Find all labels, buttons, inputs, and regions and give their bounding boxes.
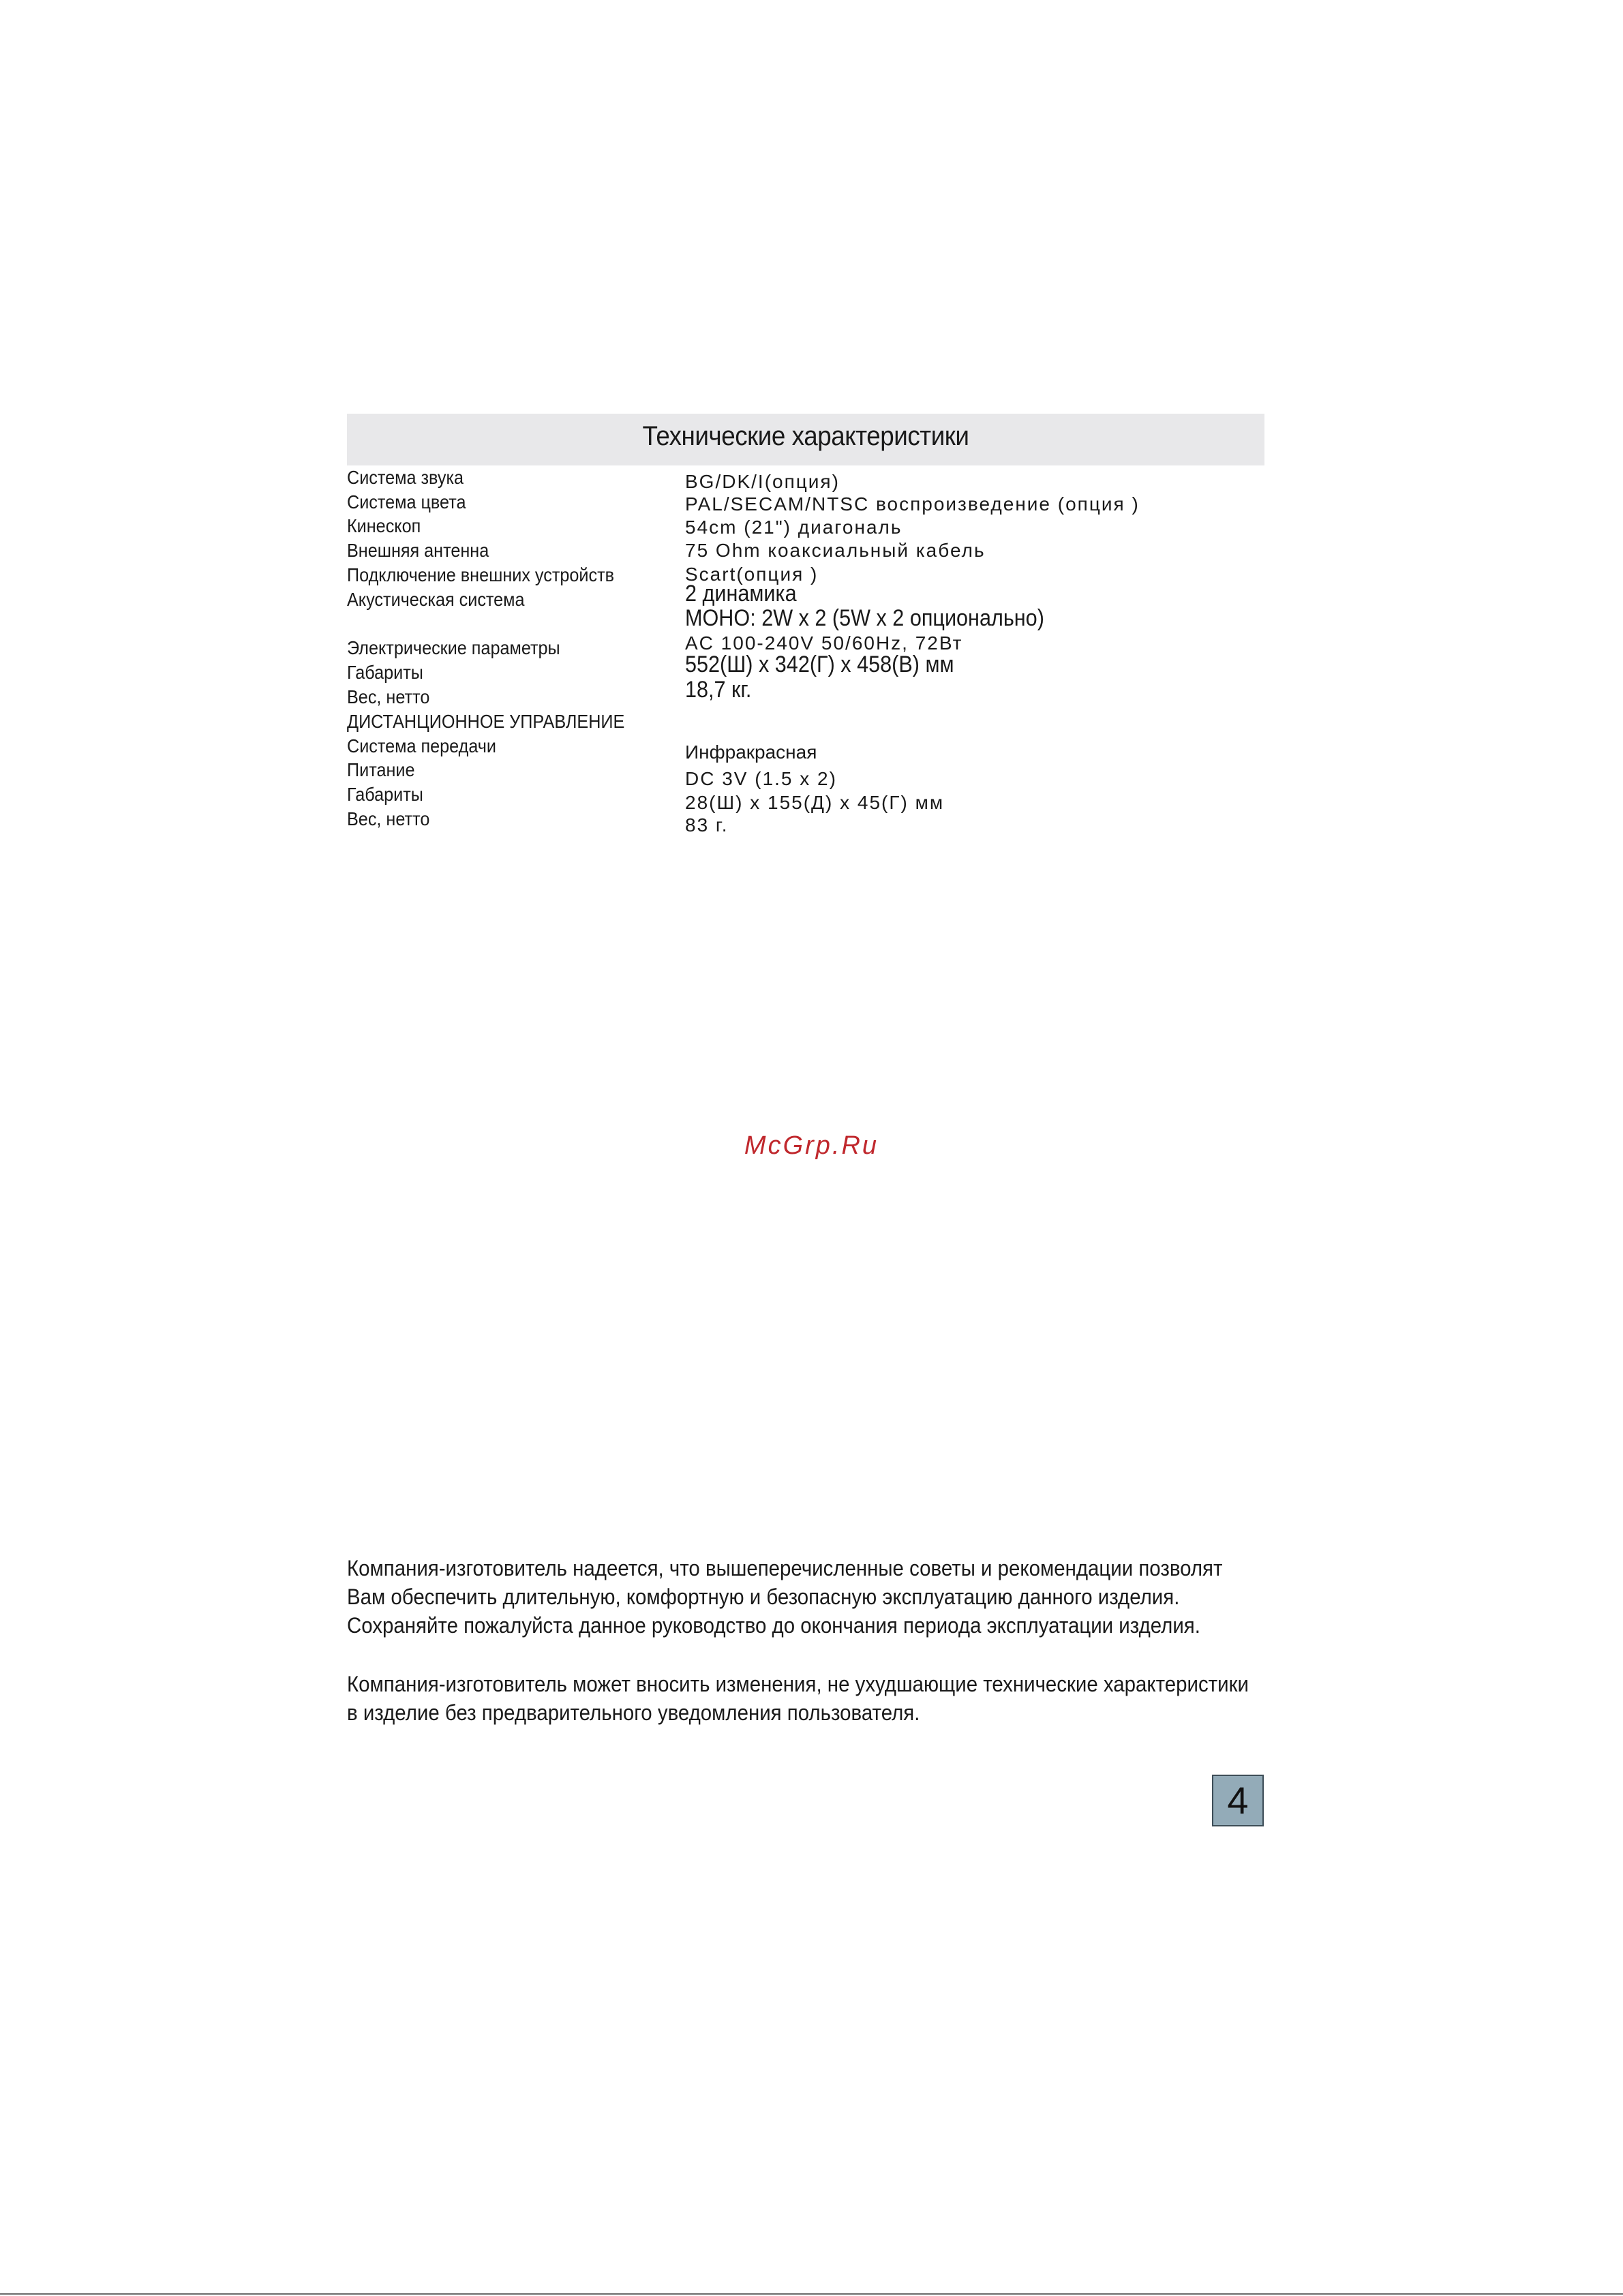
spec-value-remote-weight: 83 г. xyxy=(685,814,729,836)
spec-label-external-devices: Подключение внешних устройств xyxy=(347,564,615,585)
spec-label-electrical: Электрические параметры xyxy=(347,637,560,658)
spec-label-remote-dimensions: Габариты xyxy=(347,784,423,805)
spec-value-sound-system: BG/DK/I(опция) xyxy=(685,471,840,492)
spec-value-remote-dimensions: 28(Ш) x 155(Д) x 45(Г) мм xyxy=(685,792,945,813)
spec-label-external-antenna: Внешняя антенна xyxy=(347,540,489,561)
spec-label-remote-weight: Вес, нетто xyxy=(347,808,430,829)
spec-label-acoustic-system: Акустическая система xyxy=(347,589,525,610)
changes-notice-line: в изделие без предварительного уведомления пользователя. xyxy=(347,1700,920,1725)
spec-value-acoustic-mono: МОНО: 2W x 2 (5W x 2 опционально) xyxy=(685,605,1044,631)
spec-value-acoustic-system: 2 динамика xyxy=(685,581,797,607)
watermark-text: McGrp.Ru xyxy=(744,1131,879,1160)
spec-value-color-system: PAL/SECAM/NTSC воспроизведение (опция ) xyxy=(685,493,1140,515)
spec-label-sound-system: Система звука xyxy=(347,467,464,488)
spec-label-remote-control: ДИСТАНЦИОННОЕ УПРАВЛЕНИЕ xyxy=(347,711,625,732)
spec-label-power: Питание xyxy=(347,759,415,780)
spec-label-transmission: Система передачи xyxy=(347,735,497,756)
page-number-badge: 4 xyxy=(1212,1775,1264,1826)
spec-value-picture-tube: 54cm (21") диагональ xyxy=(685,517,902,538)
spec-value-transmission: Инфракрасная xyxy=(685,741,817,763)
spec-value-external-antenna: 75 Ohm коаксиальный кабель xyxy=(685,540,986,561)
spec-value-external-devices: Scart(опция ) xyxy=(685,564,819,585)
closing-paragraph xyxy=(347,1554,1264,1640)
spec-value-electrical: AC 100-240V 50/60Hz, 72Вт xyxy=(685,632,963,654)
spec-value-dimensions: 552(Ш) x 342(Г) x 458(В) мм xyxy=(685,652,954,677)
closing-paragraph-line: Сохраняйте пожалуйста данное руководство до окончания периода эксплуатации изделия. xyxy=(347,1613,1200,1638)
spec-label-dimensions: Габариты xyxy=(347,662,423,683)
bottom-divider xyxy=(0,2293,1623,2295)
closing-paragraph-line: Компания-изготовитель надеется, что вышеперечисленные советы и рекомендации позволят xyxy=(347,1556,1223,1580)
changes-notice-paragraph xyxy=(347,1670,1264,1727)
closing-paragraph-line: Вам обеспечить длительную, комфортную и безопасную эксплуатацию данного изделия. xyxy=(347,1585,1180,1609)
spec-value-power: DC 3V (1.5 x 2) xyxy=(685,768,837,789)
spec-label-picture-tube: Кинескоп xyxy=(347,515,421,536)
spec-title-bar xyxy=(347,414,1264,465)
spec-label-weight: Вес, нетто xyxy=(347,686,430,707)
changes-notice-line: Компания-изготовитель может вносить изменения, не ухудшающие технические характеристики xyxy=(347,1672,1249,1696)
spec-value-weight: 18,7 кг. xyxy=(685,677,752,703)
page-title: Технические характеристики xyxy=(642,421,969,451)
spec-label-color-system: Система цвета xyxy=(347,491,466,512)
